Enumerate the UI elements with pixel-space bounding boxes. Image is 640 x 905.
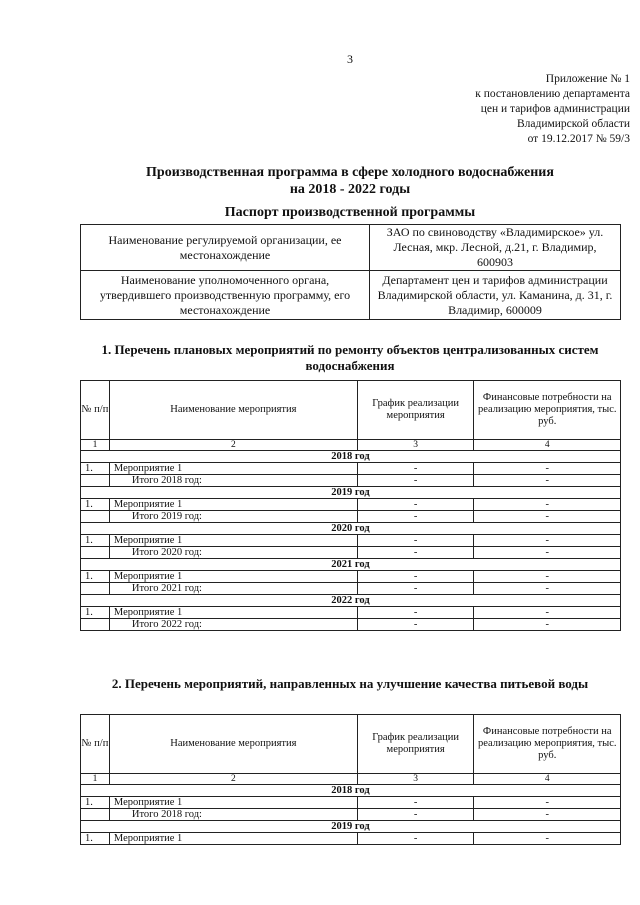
appendix-line: Приложение № 1 — [545, 73, 630, 85]
header-finance: Финансовые потребности на реализацию мероприятия, тыс. руб. — [474, 381, 621, 440]
table-row — [81, 499, 621, 511]
year-row — [81, 785, 621, 797]
passport-value: ЗАО по свиноводству «Владимирское» ул. Лесная, мкр. Лесной, д.21, г. Владимир, 600903 — [370, 225, 621, 271]
year-row — [81, 559, 621, 571]
row-item: Мероприятие 1 — [109, 463, 357, 475]
row-finance: - — [474, 463, 621, 475]
table-row — [81, 797, 621, 809]
header-finance: Финансовые потребности на реализацию мероприятия, тыс. руб. — [474, 715, 621, 774]
section2-table — [80, 714, 621, 845]
row-finance: - — [474, 833, 621, 845]
column-number: 4 — [474, 774, 621, 785]
total-row — [81, 619, 621, 631]
row-schedule: - — [357, 499, 474, 511]
header-schedule: График реализации мероприятия — [357, 715, 474, 774]
total-label: Итого 2018 год: — [109, 809, 357, 821]
table-header-row — [81, 715, 621, 774]
column-number: 3 — [357, 440, 474, 451]
year-row — [81, 451, 621, 463]
year-label: 2022 год — [81, 595, 621, 607]
title-line: Производственная программа в сфере холодного водоснабжения — [146, 165, 554, 180]
appendix-header — [440, 72, 630, 147]
total-label: Итого 2021 год: — [109, 583, 357, 595]
column-number: 1 — [81, 774, 110, 785]
total-row — [81, 809, 621, 821]
table-row — [81, 571, 621, 583]
header-schedule: График реализации мероприятия — [357, 381, 474, 440]
passport-title: Паспорт производственной программы — [224, 205, 476, 220]
section1-title: 1. Перечень плановых мероприятий по ремонту объектов централизованных систем водоснабжения — [101, 342, 599, 373]
year-label: 2018 год — [81, 451, 621, 463]
year-row — [81, 595, 621, 607]
page-number: 3 — [347, 52, 353, 66]
header-name: Наименование мероприятия — [109, 381, 357, 440]
row-schedule: - — [357, 463, 474, 475]
section2-title: 2. Перечень мероприятий, направленных на улучшение качества питьевой воды — [111, 676, 589, 691]
year-label: 2018 год — [81, 785, 621, 797]
table-row — [81, 463, 621, 475]
total-row — [81, 511, 621, 523]
title-line: на 2018 - 2022 годы — [289, 182, 411, 197]
row-schedule: - — [357, 833, 474, 845]
total-row — [81, 547, 621, 559]
column-number: 3 — [357, 774, 474, 785]
year-label: 2021 год — [81, 559, 621, 571]
header-name: Наименование мероприятия — [109, 715, 357, 774]
total-schedule: - — [357, 511, 474, 523]
column-number-row — [81, 440, 621, 451]
row-item: Мероприятие 1 — [109, 535, 357, 547]
passport-value: Департамент цен и тарифов администрации Владимирской области, ул. Каманина, д. 31, г. Владимир, 600009 — [370, 271, 621, 320]
total-schedule: - — [357, 809, 474, 821]
appendix-line: цен и тарифов администрации — [480, 103, 630, 115]
total-row — [81, 475, 621, 487]
total-label: Итого 2018 год: — [109, 475, 357, 487]
total-schedule: - — [357, 619, 474, 631]
row-finance: - — [474, 797, 621, 809]
total-finance: - — [474, 511, 621, 523]
total-finance: - — [474, 547, 621, 559]
row-schedule: - — [357, 535, 474, 547]
row-schedule: - — [357, 571, 474, 583]
header-num: № п/п — [81, 715, 110, 774]
total-finance: - — [474, 619, 621, 631]
total-schedule: - — [357, 583, 474, 595]
total-finance: - — [474, 809, 621, 821]
total-label: Итого 2019 год: — [109, 511, 357, 523]
section1-table — [80, 380, 621, 631]
total-label: Итого 2020 год: — [109, 547, 357, 559]
row-finance: - — [474, 607, 621, 619]
appendix-line: Владимирской области — [516, 118, 630, 130]
total-label: Итого 2022 год: — [109, 619, 357, 631]
year-row — [81, 821, 621, 833]
row-schedule: - — [357, 797, 474, 809]
row-item: Мероприятие 1 — [109, 607, 357, 619]
passport-row — [81, 225, 621, 271]
row-num: 1. — [81, 535, 110, 547]
column-number-row — [81, 774, 621, 785]
row-num: 1. — [81, 797, 110, 809]
appendix-line: от 19.12.2017 № 59/3 — [527, 133, 630, 145]
header-num: № п/п — [81, 381, 110, 440]
table-row — [81, 833, 621, 845]
year-label: 2019 год — [81, 487, 621, 499]
row-num: 1. — [81, 499, 110, 511]
row-item: Мероприятие 1 — [109, 797, 357, 809]
row-finance: - — [474, 571, 621, 583]
document-title — [80, 164, 620, 198]
row-schedule: - — [357, 607, 474, 619]
year-row — [81, 523, 621, 535]
row-item: Мероприятие 1 — [109, 499, 357, 511]
row-item: Мероприятие 1 — [109, 571, 357, 583]
year-row — [81, 487, 621, 499]
total-finance: - — [474, 475, 621, 487]
table-row — [81, 535, 621, 547]
row-finance: - — [474, 535, 621, 547]
table-header-row — [81, 381, 621, 440]
total-schedule: - — [357, 547, 474, 559]
row-num: 1. — [81, 607, 110, 619]
appendix-line: к постановлению департамента — [475, 88, 630, 100]
row-num: 1. — [81, 571, 110, 583]
column-number: 2 — [109, 774, 357, 785]
column-number: 4 — [474, 440, 621, 451]
passport-row — [81, 271, 621, 320]
total-finance: - — [474, 583, 621, 595]
year-label: 2020 год — [81, 523, 621, 535]
year-label: 2019 год — [81, 821, 621, 833]
total-row — [81, 583, 621, 595]
passport-label: Наименование регулируемой организации, ее местонахождение — [81, 225, 370, 271]
column-number: 2 — [109, 440, 357, 451]
row-num: 1. — [81, 463, 110, 475]
table-row — [81, 607, 621, 619]
row-num: 1. — [81, 833, 110, 845]
column-number: 1 — [81, 440, 110, 451]
row-finance: - — [474, 499, 621, 511]
passport-table — [80, 224, 621, 320]
row-item: Мероприятие 1 — [109, 833, 357, 845]
passport-label: Наименование уполномоченного органа, утвердившего производственную программу, его местонахождение — [81, 271, 370, 320]
total-schedule: - — [357, 475, 474, 487]
